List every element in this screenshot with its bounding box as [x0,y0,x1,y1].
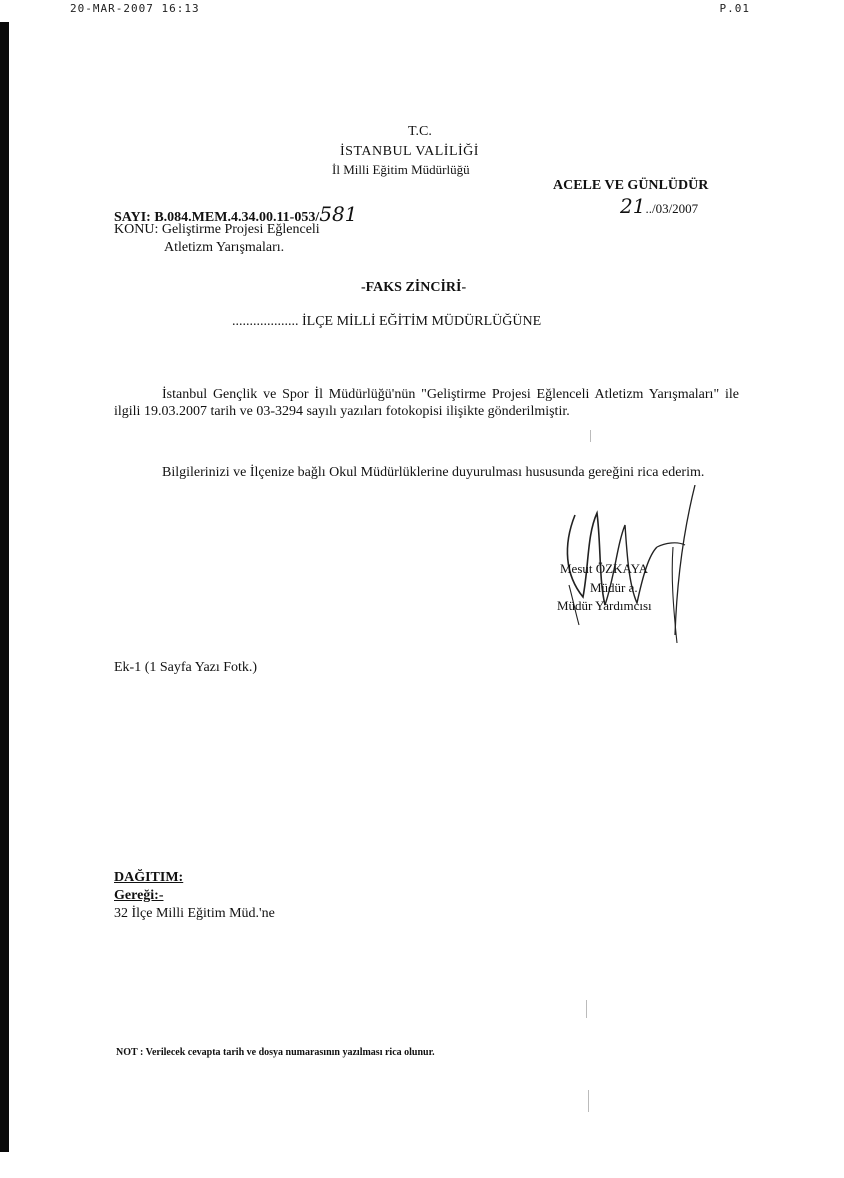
sayi-handwritten: 581 [319,202,358,226]
date-printed: ../03/2007 [645,201,699,216]
scan-speck [586,1000,587,1018]
konu-line1: Geliştirme Projesi Eğlenceli [161,222,320,237]
scan-speck [588,1090,589,1112]
paragraph-1-text: İstanbul Gençlik ve Spor İl Müdürlüğü'nün "Geliştirme Projesi Eğlenceli Atletizm Yarışmaları" ile ilgili 19.03.2007 tarih ve 03-3294 sayılı yazıları fotokopisi ilişikte gönderilmiştir. [114,387,739,419]
priority-label: ACELE VE GÜNLÜDÜR [553,178,709,193]
recipient-text: İLÇE MİLLİ EĞİTİM MÜDÜRLÜĞÜNE [302,314,542,329]
reference-konu [114,222,320,238]
sayi-label: SAYI [114,210,147,225]
date-handwritten-day: 21 [620,194,646,218]
sayi-value: : B.084.MEM.4.34.00.11-053/ [146,210,320,225]
recipient-dots: ................... [232,314,299,329]
scan-edge-bar [0,22,9,1152]
recipient-line [232,314,541,330]
signatory-name: Mesut ÖZKAYA [560,561,648,576]
distribution-item: 32 İlçe Milli Eğitim Müd.'ne [114,906,275,921]
attachment-line: Ek-1 (1 Sayfa Yazı Fotk.) [114,660,258,675]
letterhead-valilik: İSTANBUL VALİLİĞİ [340,144,479,159]
signatory-title-2: Müdür Yardımcısı [557,598,652,613]
distribution-heading: DAĞITIM: [114,870,184,885]
fax-datetime: 20-MAR-2007 16:13 [70,2,200,15]
paragraph-2 [114,464,739,481]
konu-label: KONU: [114,222,159,237]
signatory-title-1: Müdür a. [590,580,638,595]
letterhead-mudurluk: İl Milli Eğitim Müdürlüğü [332,162,470,177]
fax-page-number: P.01 [719,2,750,15]
document-title: -FAKS ZİNCİRİ- [361,280,467,295]
konu-line2: Atletizm Yarışmaları. [164,240,285,255]
date-line [620,194,698,218]
paragraph-1 [114,386,739,420]
distribution-subheading: Gereği:- [114,888,164,903]
scan-speck [590,430,591,442]
letterhead-tc: T.C. [408,124,432,139]
paragraph-2-text: Bilgilerinizi ve İlçenize bağlı Okul Müdürlüklerine duyurulması hususunda gereğini rica ederim. [162,465,705,480]
footer-note: NOT : Verilecek cevapta tarih ve dosya numarasının yazılması rica olunur. [116,1047,435,1058]
